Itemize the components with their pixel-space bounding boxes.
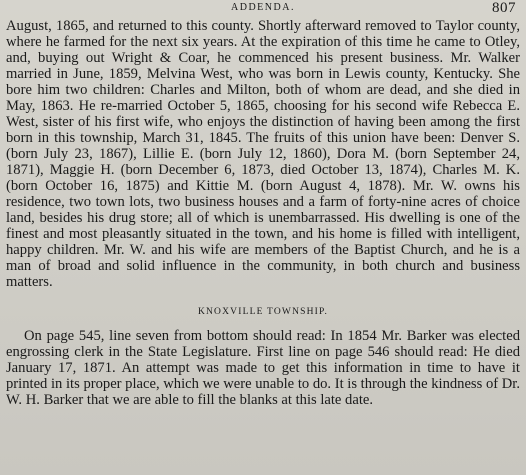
knoxville-correction-paragraph: On page 545, line seven from bottom should read: In 1854 Mr. Barker was elected engrossing clerk in the State Legislature. First line on page 546 should read: He died January 17, 1871. An attempt was made to get this information in time to have it printed in its proper place, which we were unable to do. It is through the kindness of Dr. W. H. Barker that we are able to fill the blanks at this late date. [6, 328, 520, 408]
running-head [6, 0, 520, 18]
page-number: 807 [492, 0, 516, 16]
running-title: ADDENDA. [231, 2, 295, 13]
walker-biography-paragraph: August, 1865, and returned to this county. Shortly afterward removed to Taylor county, where he farmed for the next six years. At the expiration of this time he came to Otley, and, buying out Wright & Coar, he commenced his present business. Mr. Walker married in June, 1859, Melvina West, who was born in Lewis county, Kentucky. She bore him two children: Charles and Milton, both of whom are dead, and she died in May, 1863. He re-married October 5, 1865, choosing for his second wife Rebecca E. West, sister of his first wife, who enjoys the distinction of having been among the first born in this township, March 31, 1845. The fruits of this union have been: Denver S. (born July 23, 1867), Lillie E. (born July 12, 1860), Dora M. (born September 24, 1871), Maggie H. (born December 6, 1873, died October 13, 1874), Charles M. K. (born October 16, 1875) and Kittie M. (born August 4, 1878). Mr. W. owns his residence, two town lots, two business houses and a farm of forty-nine acres of choice land, besides his drug store; all of which is unembarrassed. His dwelling is one of the finest and most pleasantly situated in the town, and his home is filled with intelligent, happy children. Mr. W. and his wife are members of the Baptist Church, and he is a man of broad and solid influence in the community, in both church and business matters. [6, 18, 520, 290]
knoxville-township-heading: KNOXVILLE TOWNSHIP. [197, 307, 329, 317]
